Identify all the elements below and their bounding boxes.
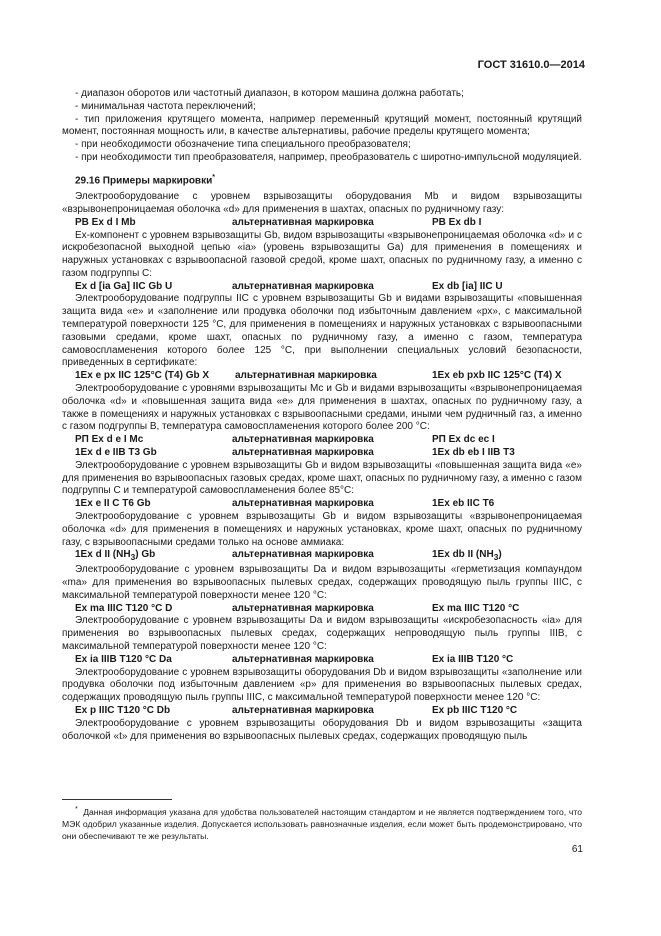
- marking-row: [62, 498, 582, 511]
- marking-alternative: Ex ia IIIB T120 °C: [432, 653, 514, 665]
- marking-row: [62, 654, 582, 667]
- alternative-marking-label: альтернативная маркировка: [232, 549, 374, 561]
- marking-row: [62, 217, 582, 230]
- alternative-marking-label: альтернативная маркировка: [232, 434, 374, 446]
- marking-row: [62, 447, 582, 460]
- marking-row: [62, 281, 582, 294]
- alternative-marking-label: альтернативная маркировка: [232, 704, 374, 716]
- example-description: Электрооборудование с уровнем взрывозащиты Da и видом взрывозащиты «искробезопасность «ia» для применения во взрывоопасных пылевых средах, содержащих непроводящую пыль группы IIIB, с максимальной температурой поверхности менее 120 °C:: [62, 615, 582, 652]
- example-description: Ex-компонент с уровнем взрывозащиты Gb, видом взрывозащиты «взрывонепроницаемая оболочка «d» и с искробезопасной выходной цепью «ia» (уровень взрывозащиты Ga) для применения в помещениях и наружных установках с взрывоопасной газовой средой, кроме шахт, опасных по рудничному газу, а именно с газом подгруппы С:: [62, 229, 582, 279]
- marking-alternative: 1Ex db eb I IIB T3: [432, 447, 515, 459]
- marking-primary: Ex ma IIIC T120 °C D: [75, 602, 173, 614]
- alternative-marking-label: альтернативная маркировка: [235, 370, 377, 382]
- list-item: - при необходимости тип преобразователя, например, преобразователь с широтно-импульсной модуляцией.: [75, 151, 582, 163]
- alternative-marking-label: альтернативная маркировка: [232, 280, 374, 292]
- list-item: - минимальная частота переключений;: [75, 100, 256, 112]
- page-body: [62, 88, 582, 743]
- marking-primary: 1Ex d II $(NH_3)$ Gb: [75, 549, 156, 563]
- alternative-marking-label: альтернативная маркировка: [232, 447, 374, 459]
- document-number: ГОСТ 31610.0—2014: [477, 59, 585, 71]
- marking-primary: Ex ia IIIB T120 °C Da: [75, 653, 172, 665]
- example-description: Электрооборудование с уровнем взрывозащиты Da и видом взрывозащиты «герметизация компаундом «ma» для применения во взрывоопасных пылевых средах, содержащих проводящую пыль группы IIIC, с максимальной температурой поверхности менее 120 °C:: [62, 564, 582, 601]
- list-item: - при необходимости обозначение типа специального преобразователя;: [75, 139, 411, 151]
- list-item: - тип приложения крутящего момента, например переменный крутящий момент, постоянный крутящий момент, постоянная мощность или, в качестве альтернативы, рабочие пределы крутящего момента;: [62, 113, 582, 138]
- footnote-mark: *: [75, 805, 78, 813]
- example-description: Электрооборудование с уровнем взрывозащиты Gb и видом взрывозащиты «повышенная защита вида «е» для применения во взрывоопасных газовых средах, кроме шахт, опасных по рудничному газу, а именно с газом подгруппы С и температурой самовоспламенения более 85°C:: [62, 459, 582, 497]
- alternative-marking-label: альтернативная маркировка: [232, 216, 374, 228]
- marking-alternative: 1Ex db II $(NH_3)$: [432, 549, 502, 563]
- example-description: Электрооборудование подгруппы IIC с уровнем взрывозащиты Gb и видами взрывозащиты «повышенная защита вида «е» и «заполнение или продувка оболочки под избыточным давлением «рх», с максимальной температурой поверхности 125 °C, для применения в помещениях и наружных установках с взрывоопасными газовыми средами, кроме шахт, опасных по рудничному газу, а именно с газом, температура самовоспламенения которого более 125 °C, при выполнении специальных условий безопасности, приведенных в сертификате:: [62, 293, 582, 369]
- footnote-divider: [62, 799, 172, 800]
- marking-alternative: 1Ex eb IIC T6: [432, 498, 495, 510]
- example-description: Электрооборудование с уровнем взрывозащиты оборудования Db и видом взрывозащиты «заполнение или продувка оболочки под избыточным давлением «р» для применения во взрывоопасных пылевых средах, содержащих проводящую пыль группы IIIC, с максимальной температурой поверхности менее 120 °C:: [62, 666, 583, 704]
- marking-row: [62, 705, 582, 718]
- example-description: Электрооборудование с уровнями взрывозащиты Mc и Gb и видами взрывозащиты «взрывонепроницаемая оболочка «d» и «повышенная защита вида «е» для применения в шахтах, опасных по рудничному газу, а также в помещениях и наружных установках с взрывоопасными средами, иными чем рудничный газ, а именно с газом подгруппы В, температура самовоспламенения которого более 200 °C:: [62, 383, 582, 433]
- example-description: Электрооборудование с уровнем взрывозащиты оборудования Mb и видом взрывозащиты «взрывонепроницаемая оболочка «d» для применения в шахтах, опасных по рудничному газу:: [62, 191, 582, 215]
- marking-row: [62, 549, 582, 564]
- example-description: Электрооборудование с уровнем взрывозащиты Gb и видом взрывозащиты «взрывонепроницаемая оболочка «d» для применения в помещениях и наружных установках, кроме шахт, опасных по рудничному газу, с взрывоопасными средами только на основе аммиака:: [62, 511, 582, 548]
- list-item: - диапазон оборотов или частотный диапазон, в котором машина должна работать;: [75, 88, 464, 99]
- page-number: 61: [571, 844, 583, 855]
- marking-alternative: РВ Ex db I: [432, 216, 482, 228]
- footnote-reference: *: [212, 173, 215, 181]
- alternative-marking-label: альтернативная маркировка: [232, 653, 374, 665]
- alternative-marking-label: альтернативная маркировка: [232, 498, 374, 510]
- marking-examples: [62, 191, 582, 718]
- section-heading: [62, 174, 582, 186]
- marking-primary: 1Ex e II C T6 Gb: [75, 498, 151, 510]
- example-description: Электрооборудование с уровнем взрывозащиты оборудования Db и видом взрывозащиты «защита оболочкой «t» для применения во взрывоопасных пылевых средах, содержащих проводящую пыль: [62, 717, 582, 742]
- marking-primary: Ex d [ia Ga] IIC Gb U: [75, 280, 173, 292]
- marking-alternative: 1Ex eb pxb IIC 125°C (T4) X: [432, 370, 562, 382]
- marking-alternative: Ex pb IIIC T120 °C: [432, 704, 518, 716]
- marking-row: [62, 603, 582, 616]
- marking-alternative: РП Ex dc ec I: [432, 434, 495, 446]
- marking-primary: РП Ex d e I Mc: [75, 434, 144, 446]
- marking-primary: Ex p IIIC T120 °C Db: [75, 704, 171, 716]
- marking-row: [62, 370, 582, 383]
- alternative-marking-label: альтернативная маркировка: [232, 602, 374, 614]
- footnote-text: Данная информация указана для удобства пользователей настоящим стандартом и не является подтверждением того, что МЭК одобрил указанные изделия. Допускается использовать равнозначные изделия, если может быть продемонстрировано, что они обеспечивают те же результаты.: [62, 806, 582, 841]
- marking-alternative: Ex db [ia] IIC U: [432, 280, 503, 292]
- footnote: [62, 803, 582, 842]
- marking-primary: 1Ex d e IIB T3 Gb: [75, 447, 157, 459]
- marking-alternative: Ex ma IIIC T120 °C: [432, 602, 520, 614]
- marking-row: [62, 434, 582, 447]
- marking-primary: 1Ex e px IIC 125°C (Т4) Gb X: [75, 370, 210, 382]
- marking-primary: РВ Ex d I Mb: [75, 216, 136, 228]
- section-title: 29.16 Примеры маркировки: [75, 175, 213, 187]
